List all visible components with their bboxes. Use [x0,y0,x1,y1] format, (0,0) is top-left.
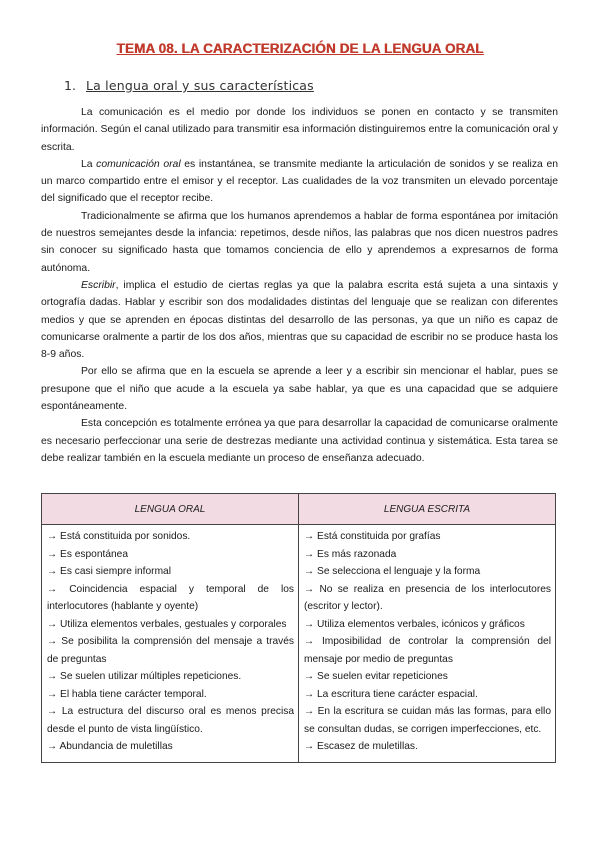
escrita-item: → Imposibilidad de controlar la comprensión del mensaje por medio de preguntas [304,636,551,665]
oral-column [42,525,299,763]
header-lengua-oral: LENGUA ORAL [42,494,299,525]
escrita-item: → Se suelen evitar repeticiones [304,671,448,682]
escrita-item: → Se selecciona el lenguaje y la forma [304,566,481,577]
escrita-column [299,525,556,763]
paragraph-2-text: es instantánea, se transmite mediante la articulación de sonidos y se realiza en un marco compartido entre el emisor y el receptor. Las cualidades de la voz transmiten un elevado porcentaje del significado que el receptor recibe. [41,158,559,205]
body-text [41,104,558,467]
comparison-table [41,493,556,763]
escrita-item: → Utiliza elementos verbales, icónicos y gráficos [304,618,525,630]
page-title: TEMA 08. LA CARACTERIZACIÓN DE LA LENGUA ORAL [116,41,484,56]
oral-item: → Abundancia de muletillas [47,741,173,752]
escrita-item: → Está constituida por grafías [304,531,441,542]
oral-item: → Es espontánea [47,548,128,560]
section-heading [64,78,314,93]
comparison-table-wrap [41,493,556,763]
paragraph-3: Tradicionalmente se afirma que los humanos aprendemos a hablar de forma espontánea por imitación de nuestros semejantes desde la infancia: repetimos, desde niños, las palabras que nos dicen nuestros padres sin conocer su significado hasta que tomamos conciencia de ello y aprendemos a expresarnos de forma autónoma. [41,210,558,274]
escrita-item: → La escritura tiene carácter espacial. [304,688,478,700]
oral-item: → Utiliza elementos verbales, gestuales y corporales [47,618,287,630]
emphasis-escribir: Escribir [81,279,116,291]
paragraph-2-lead: La [81,158,97,170]
oral-item: → Se suelen utilizar múltiples repeticiones. [47,671,242,682]
escrita-item: → No se realiza en presencia de los interlocutores (escritor y lector). [304,583,551,612]
emphasis-comunicacion-oral: comunicación oral [96,158,181,170]
escrita-item: → Es más razonada [304,548,397,560]
oral-item: → Está constituida por sonidos. [47,531,191,542]
oral-item: → La estructura del discurso oral es menos precisa desde el punto de vista lingüístico. [47,706,294,735]
paragraph-4 [41,277,558,363]
paragraph-2 [41,156,558,208]
oral-item: → El habla tiene carácter temporal. [47,688,207,700]
paragraph-4-text: , implica el estudio de ciertas reglas ya que la palabra escrita está sujeta a una sintaxis y ortografía dadas. Hablar y escribir son dos modalidades distintas del lenguaje que se realizan con diferentes medios y que se aprenden en épocas distintas del desarrollo de las personas, ya que un niño es capaz de comunicarse oralmente a partir de los dos años, mientras que su capacidad de escribir no se produce hasta los 8-9 años. [41,279,558,361]
oral-item: → Coincidencia espacial y temporal de los interlocutores (hablante y oyente) [47,583,294,612]
oral-item: → Es casi siempre informal [47,566,171,577]
header-lengua-escrita: LENGUA ESCRITA [299,494,556,525]
section-title: La lengua oral y sus características [85,78,314,93]
paragraph-5: Por ello se afirma que en la escuela se aprende a leer y a escribir sin mencionar el hablar, pues se presupone que el niño que acude a la escuela ya sabe hablar, ya que es una capacidad que se adquiere espontáneamente. [41,366,558,413]
section-number: 1. [64,78,76,93]
paragraph-6: Esta concepción es totalmente errónea ya que para desarrollar la capacidad de comunicarse oralmente es necesario perfeccionar una serie de destrezas mediante una actividad continua y sistemática. Esta tarea se debe realizar también en la escuela mediante un proceso de enseñanza adecuado. [41,418,558,464]
paragraph-1: La comunicación es el medio por donde los individuos se ponen en contacto y se transmiten información. Según el canal utilizado para transmitir esa información distinguiremos entre la comunicación oral y escrita. [41,107,558,153]
oral-item: → Se posibilita la comprensión del mensaje a través de preguntas [47,636,294,665]
escrita-item: → En la escritura se cuidan más las formas, para ello se consultan dudas, se corrigen imperfecciones, etc. [304,706,551,735]
escrita-item: → Escasez de muletillas. [304,741,418,752]
